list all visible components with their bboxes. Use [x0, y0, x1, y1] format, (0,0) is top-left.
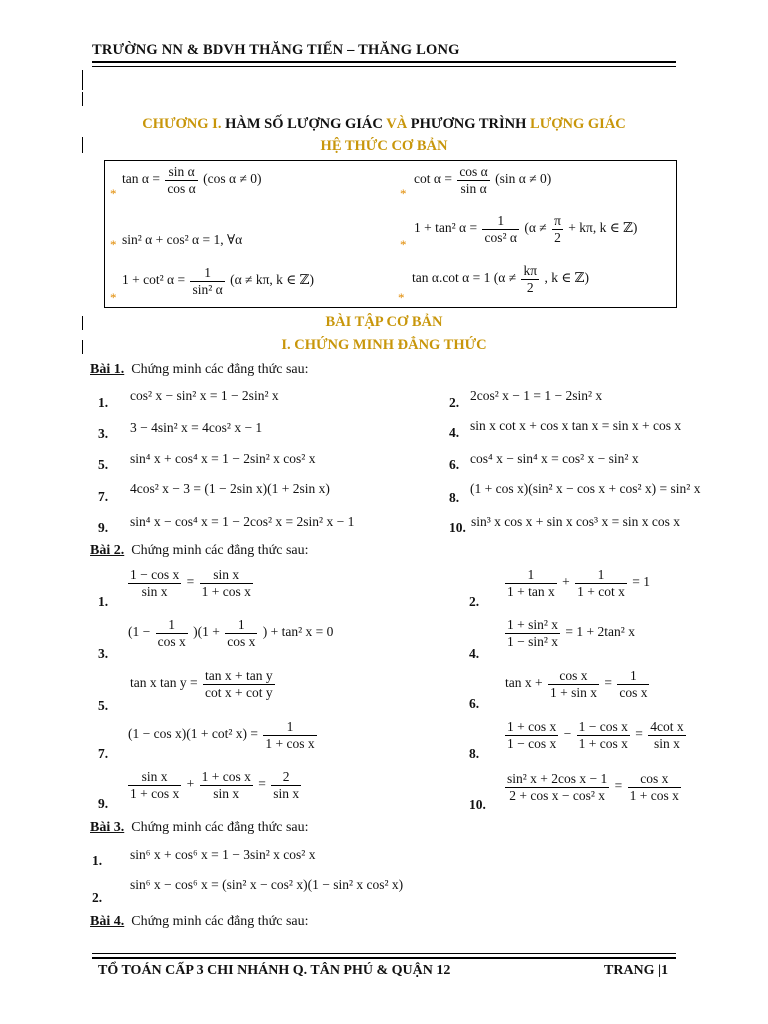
numerator: 1 − cos x — [130, 567, 180, 582]
chapter-part2: PHƯƠNG TRÌNH — [410, 116, 527, 132]
operator: = — [614, 778, 623, 794]
denominator: 2 — [554, 229, 561, 245]
denominator: cos x — [619, 684, 648, 700]
item-number: 7. — [98, 746, 109, 761]
numerator: tan x + tan y — [204, 668, 273, 683]
bullet-star: * — [110, 186, 117, 201]
exercise-prompt: Chứng minh các đẳng thức sau: — [131, 820, 309, 835]
numerator: sin x — [128, 769, 181, 786]
numerator: 1 — [263, 719, 316, 736]
denominator: cos x — [157, 633, 186, 649]
identity-one-plus-cot — [122, 265, 314, 297]
formula-condition: (cos α ≠ 0) — [203, 171, 262, 187]
denominator: 1 + cos x — [629, 787, 679, 803]
fraction — [482, 213, 519, 245]
item-number: 1. — [98, 594, 109, 609]
bullet-star: * — [398, 290, 405, 305]
formula-text: = 1 + 2tan² x — [565, 624, 635, 640]
formula-condition: + kπ, k ∈ ℤ) — [568, 220, 638, 236]
equation: sin x cot x + cos x tan x = sin x + cos x — [470, 418, 682, 433]
numerator: 1 — [617, 668, 649, 685]
equation — [503, 617, 635, 649]
fraction — [505, 567, 557, 599]
item-number: 9. — [98, 796, 109, 811]
chapter-part3: LƯỢNG GIÁC — [530, 116, 626, 132]
item-number: 8. — [469, 746, 480, 761]
formula-text: 1 + tan² α = — [414, 220, 478, 236]
margin-bar — [82, 92, 83, 106]
operator: + — [186, 776, 195, 792]
formula-text: 1 + cot² α = — [122, 272, 186, 288]
fraction — [263, 719, 316, 751]
denominator: 1 + tan x — [507, 583, 555, 599]
formula-text: tan α = — [122, 171, 160, 187]
exercise-prompt: Chứng minh các đẳng thức sau: — [131, 914, 309, 929]
formula-text: ) + tan² x = 0 — [262, 624, 334, 640]
numerator: 1 — [482, 213, 519, 230]
denominator: sin α — [460, 180, 487, 196]
item-number: 1. — [98, 395, 109, 410]
margin-bar — [82, 70, 83, 90]
fraction — [271, 769, 301, 801]
operator: = — [635, 726, 643, 742]
identity-one-plus-tan — [414, 213, 637, 245]
operator: + — [562, 574, 570, 590]
numerator: 1 — [505, 567, 557, 584]
fraction — [505, 771, 609, 803]
numerator: 1 + sin² x — [507, 617, 559, 632]
denominator: 2 + cos x − cos² x — [509, 787, 606, 803]
denominator: 2 — [526, 279, 534, 295]
exercise-label: Bài 3. — [90, 820, 125, 835]
equation: 3 − 4sin² x = 4cos² x − 1 — [130, 420, 263, 435]
equation: 4cos² x − 3 = (1 − 2sin x)(1 + 2sin x) — [130, 481, 330, 496]
numerator: sin α — [165, 164, 197, 181]
formula-text: tan α.cot α = 1 — [412, 270, 491, 286]
fraction — [200, 769, 253, 801]
item-number: 5. — [98, 698, 109, 713]
fraction — [225, 617, 257, 649]
denominator: sin² α — [192, 281, 223, 297]
fraction — [203, 668, 275, 700]
numerator: 4cot x — [650, 719, 684, 734]
bullet-star: * — [110, 290, 117, 305]
formula-text: tan x + — [505, 675, 543, 691]
item-number: 2. — [469, 594, 480, 609]
formula-text: cot α = — [414, 171, 452, 187]
chapter-title — [0, 116, 768, 133]
item-number: 7. — [98, 489, 109, 504]
identity-tan — [122, 164, 262, 196]
fraction — [200, 567, 253, 599]
item-number: 8. — [449, 490, 460, 505]
denominator: cos α — [167, 180, 196, 196]
fraction — [552, 213, 563, 245]
equation — [503, 771, 683, 803]
fraction — [548, 668, 599, 700]
numerator: cos x — [548, 668, 599, 685]
fraction — [156, 617, 188, 649]
equation — [128, 719, 319, 751]
fraction — [505, 719, 558, 751]
denominator: 1 − sin² x — [507, 633, 559, 649]
equation — [130, 668, 277, 700]
footer-rule — [92, 957, 676, 959]
numerator: kπ — [523, 263, 538, 278]
fraction — [628, 771, 681, 803]
equation — [505, 668, 651, 700]
fraction — [648, 719, 685, 751]
formula-text: (1 − cos x)(1 + cot² x) = — [128, 726, 258, 742]
denominator: sin x — [273, 785, 300, 801]
denominator: 1 + cos x — [265, 735, 315, 751]
denominator: sin x — [213, 785, 240, 801]
equation — [503, 567, 650, 599]
denominator: cot x + cot y — [204, 684, 273, 700]
numerator: π — [554, 213, 561, 228]
formula-text: (1 − — [128, 624, 151, 640]
footer-page-number: TRANG |1 — [604, 963, 669, 978]
equation — [126, 769, 303, 801]
equation — [128, 617, 333, 649]
denominator: 1 + cos x — [130, 785, 180, 801]
numerator: sin² x + 2cos x − 1 — [507, 771, 608, 786]
formula-condition: (α ≠ — [493, 270, 517, 286]
footer-rule-thin — [92, 953, 676, 954]
fraction — [617, 668, 649, 700]
denominator: 1 + cos x — [201, 583, 251, 599]
equation: 2cos² x − 1 = 1 − 2sin² x — [470, 388, 603, 403]
denominator: 1 − cos x — [507, 735, 557, 751]
formula-text: = 1 — [632, 574, 650, 590]
formula-condition: (sin α ≠ 0) — [495, 171, 552, 187]
numerator: 1 + cos x — [201, 769, 251, 784]
denominator: sin x — [653, 735, 680, 751]
exercise-4-heading — [90, 914, 309, 930]
identity-tan-cot — [412, 263, 589, 295]
fraction — [190, 265, 224, 297]
item-number: 6. — [449, 457, 460, 472]
equation — [503, 719, 688, 751]
numerator: 1 — [575, 567, 627, 584]
fraction — [575, 567, 627, 599]
fraction — [128, 769, 181, 801]
chapter-subtitle: HỆ THỨC CƠ BẢN — [320, 138, 448, 154]
section-prove-identities: I. CHỨNG MINH ĐẲNG THỨC — [281, 337, 487, 353]
equation: cos⁴ x − sin⁴ x = cos² x − sin² x — [470, 451, 639, 466]
item-number: 1. — [92, 853, 103, 868]
item-number: 6. — [469, 696, 480, 711]
chapter-prefix: CHƯƠNG I. — [142, 116, 222, 132]
item-number: 5. — [98, 457, 109, 472]
numerator: sin x — [200, 567, 253, 584]
formula-condition: , k ∈ ℤ) — [544, 270, 590, 286]
fraction — [577, 719, 630, 751]
formula-text: )(1 + — [193, 624, 220, 640]
equation: sin³ x cos x + sin x cos³ x = sin x cos x — [471, 514, 680, 529]
denominator: cos x — [227, 633, 256, 649]
operator: − — [563, 726, 572, 742]
formula-condition: (α ≠ — [524, 220, 547, 236]
fraction — [505, 617, 560, 649]
identity-cot — [414, 164, 551, 196]
numerator: cos α — [459, 164, 488, 179]
exercise-1-heading — [90, 362, 309, 378]
exercise-label: Bài 2. — [90, 543, 125, 558]
denominator: sin x — [141, 583, 168, 599]
equation: sin⁶ x + cos⁶ x = 1 − 3sin² x cos² x — [130, 847, 316, 862]
equation: sin⁶ x − cos⁶ x = (sin² x − cos² x)(1 − sin² x cos² x) — [130, 877, 404, 892]
numerator: 2 — [271, 769, 301, 786]
section-basic-exercises: BÀI TẬP CƠ BẢN — [325, 314, 443, 330]
exercise-label: Bài 1. — [90, 362, 125, 377]
item-number: 2. — [449, 395, 460, 410]
equation — [126, 567, 255, 599]
numerator: cos x — [628, 771, 681, 788]
footer-department: TỔ TOÁN CẤP 3 CHI NHÁNH Q. TÂN PHÚ & QUẬN 12 — [98, 963, 451, 978]
denominator: 1 + sin x — [549, 684, 597, 700]
item-number: 2. — [92, 890, 103, 905]
page-header-title: TRƯỜNG NN & BDVH THĂNG TIẾN – THĂNG LONG — [92, 42, 460, 58]
exercise-3-heading — [90, 820, 309, 836]
denominator: 1 + cos x — [578, 735, 628, 751]
equation: sin⁴ x + cos⁴ x = 1 − 2sin² x cos² x — [130, 451, 316, 466]
bullet-star: * — [400, 186, 407, 201]
numerator: 1 + cos x — [507, 719, 557, 734]
exercise-prompt: Chứng minh các đẳng thức sau: — [131, 543, 309, 558]
item-number: 3. — [98, 426, 109, 441]
header-rule-thin — [92, 66, 676, 67]
fraction — [165, 164, 197, 196]
chapter-part1: HÀM SỐ LƯỢNG GIÁC — [225, 116, 383, 132]
equation: (1 + cos x)(sin² x − cos x + cos² x) = sin² x — [470, 481, 701, 496]
fraction — [457, 164, 489, 196]
item-number: 4. — [449, 425, 460, 440]
header-rule — [92, 61, 676, 63]
operator: = — [258, 776, 266, 792]
chapter-and: VÀ — [386, 116, 408, 132]
denominator: cos² α — [484, 229, 517, 245]
formula-text: tan x tan y = — [130, 675, 198, 691]
item-number: 10. — [469, 797, 486, 812]
numerator: 1 − cos x — [578, 719, 628, 734]
bullet-star: * — [400, 237, 407, 252]
numerator: 1 — [225, 617, 257, 634]
identity-pythagorean: sin² α + cos² α = 1, ∀α — [122, 232, 243, 247]
operator: = — [604, 675, 612, 691]
fraction — [128, 567, 181, 599]
operator: = — [186, 574, 195, 590]
exercise-2-heading — [90, 543, 309, 559]
equation: sin⁴ x − cos⁴ x = 1 − 2cos² x = 2sin² x − 1 — [130, 514, 355, 529]
fraction — [521, 263, 539, 295]
formula-condition: (α ≠ kπ, k ∈ ℤ) — [230, 272, 314, 288]
bullet-star: * — [110, 237, 117, 252]
numerator: 1 — [190, 265, 224, 282]
item-number: 3. — [98, 646, 109, 661]
item-number: 4. — [469, 646, 480, 661]
item-number: 9. — [98, 520, 109, 535]
denominator: 1 + cot x — [577, 583, 625, 599]
item-number: 10. — [449, 520, 466, 535]
equation: cos² x − sin² x = 1 − 2sin² x — [130, 388, 279, 403]
exercise-prompt: Chứng minh các đẳng thức sau: — [131, 362, 309, 377]
numerator: 1 — [156, 617, 188, 634]
exercise-label: Bài 4. — [90, 914, 125, 929]
